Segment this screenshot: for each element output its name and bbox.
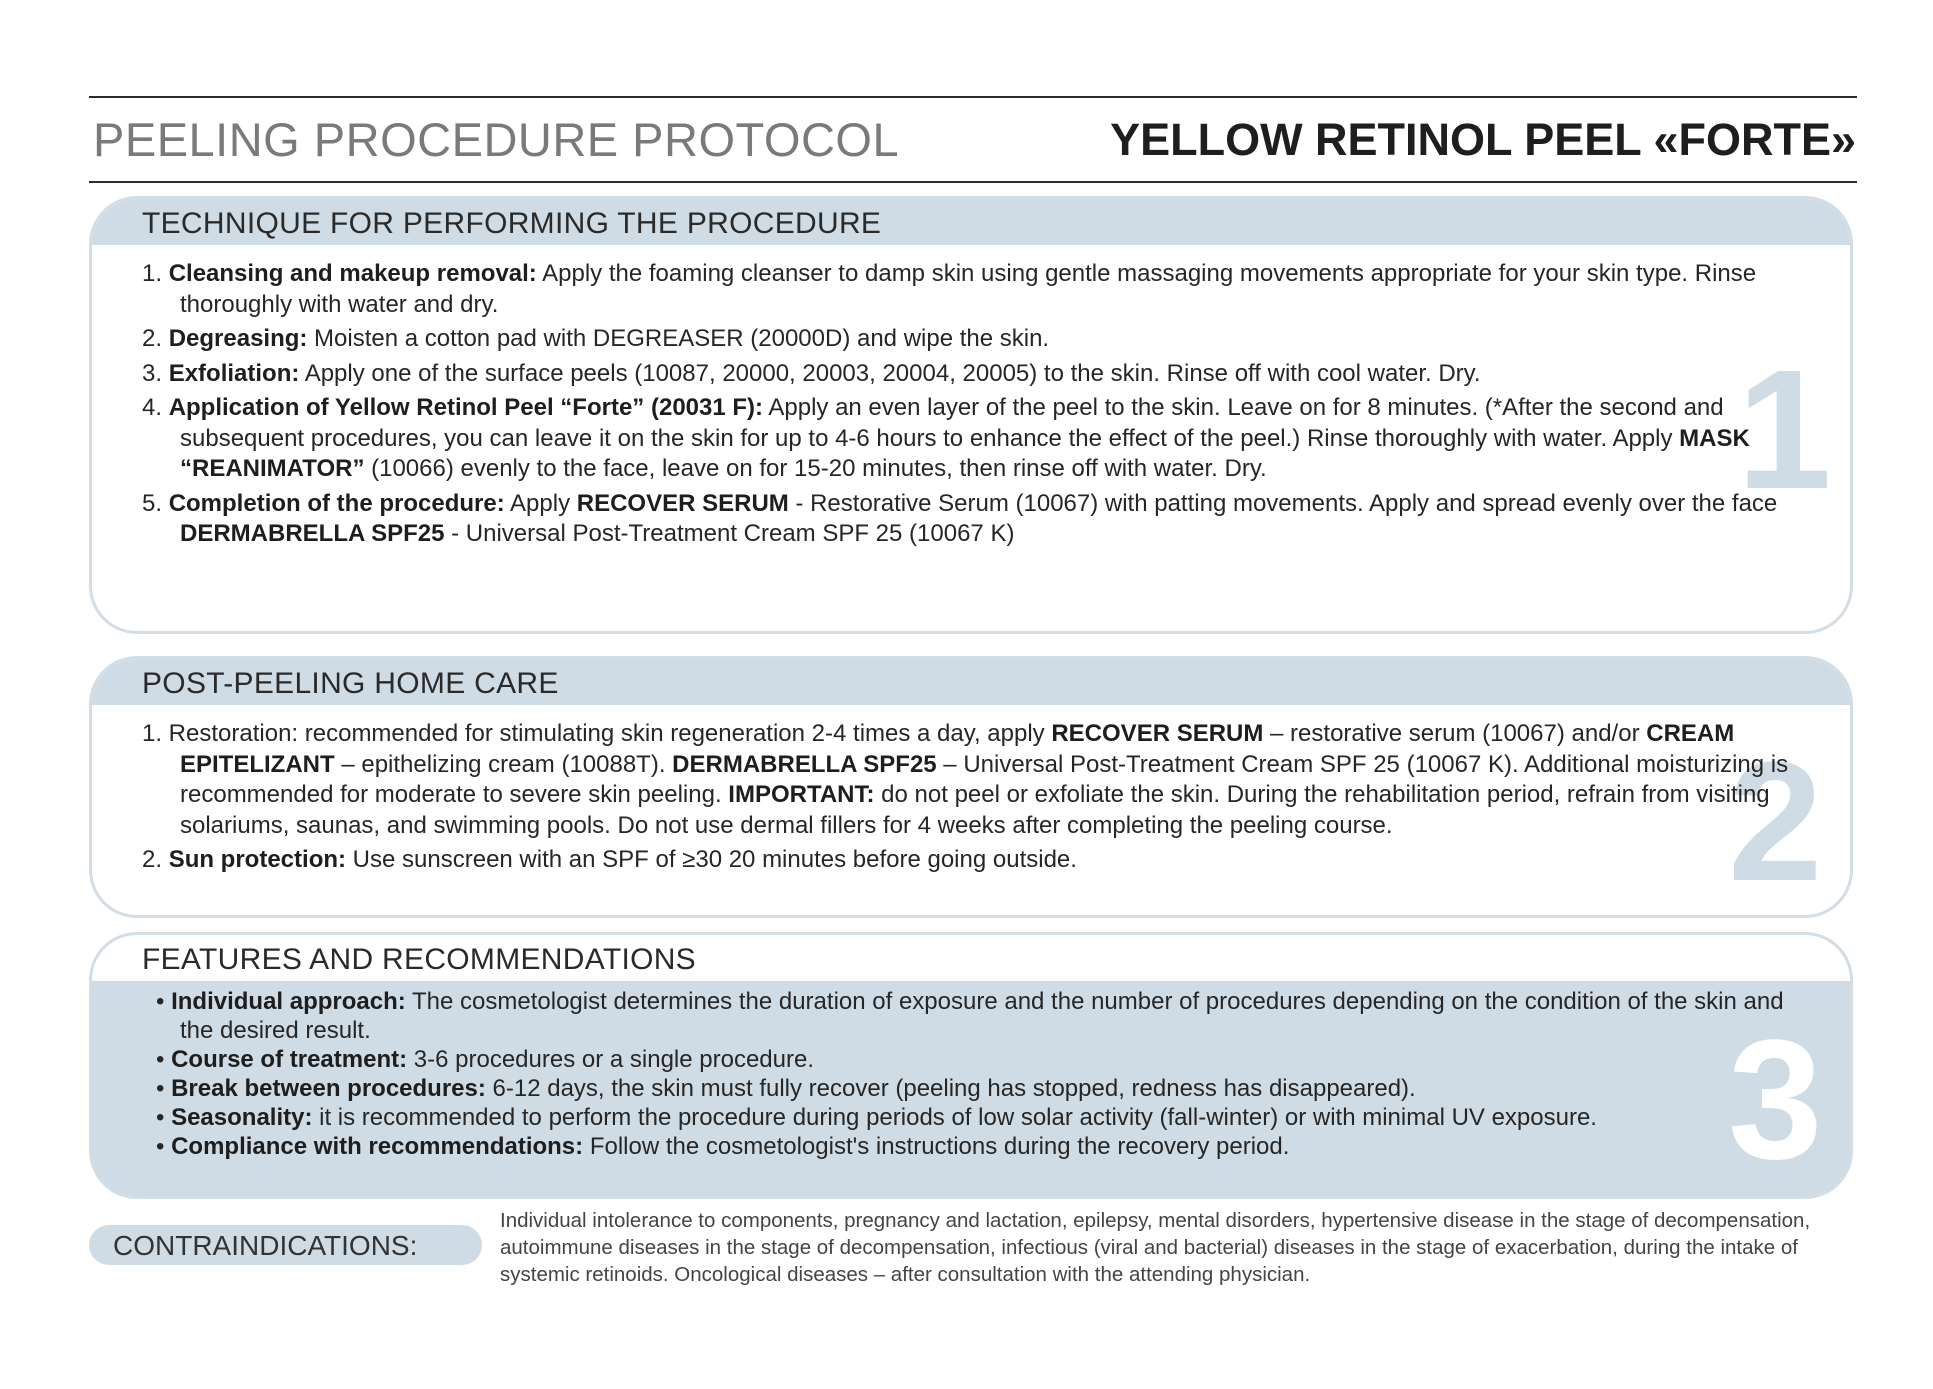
list-item (142, 1132, 1790, 1161)
item-text: 2. (142, 846, 169, 873)
item-text: Apply (504, 489, 577, 517)
item-text: Apply the foaming cleanser to damp skin using gentle massaging movements appropriate for your skin type. Rinse thoroughly with water and dry. (180, 260, 1757, 318)
bold-term: DERMABRELLA SPF25 (180, 520, 445, 547)
item-text: 4. (142, 394, 169, 421)
item-text: – restorative serum (10067) and/or (1263, 720, 1647, 747)
item-text: 3. (142, 359, 169, 387)
bold-term: IMPORTANT: (728, 781, 875, 808)
item-text: 6-12 days, the skin must fully recover (peeling has stopped, redness has disappeared). (485, 1075, 1416, 1102)
features-list (92, 981, 1850, 1161)
features-heading: FEATURES AND RECOMMENDATIONS (92, 935, 1850, 981)
bold-term: Degreasing: (168, 325, 308, 352)
section-number-1: 1 (1737, 335, 1832, 525)
item-text: (10066) evenly to the face, leave on for 15-20 minutes, then rinse off with water. Dry. (364, 455, 1267, 482)
item-text: • (156, 988, 172, 1015)
item-text: Moisten a cotton pad with DEGREASER (20000D) and wipe the skin. (307, 325, 1050, 352)
technique-panel (89, 196, 1853, 634)
contraindications-text: Individual intolerance to components, pregnancy and lactation, epilepsy, mental disorders, hypertensive disease in the stage of decompensation, autoimmune diseases in the stage of decompensation, infectious (viral and bacterial) diseases in the stage of exacerbation, during the intake of systemic retinoids. Oncological diseases – after consultation with the attending physician. (500, 1209, 1811, 1286)
bold-term: MASK “REANIMATOR” (180, 424, 1750, 482)
section-number-3: 3 (1728, 1005, 1823, 1195)
list-item (142, 1074, 1790, 1103)
list-item (142, 1103, 1790, 1132)
home-care-heading: POST-PEELING HOME CARE (92, 659, 1850, 705)
item-text: 5. (142, 489, 169, 517)
list-item (142, 719, 1790, 841)
item-text: - Universal Post-Treatment Cream SPF 25 (10067 K) (444, 520, 1015, 547)
product-title: YELLOW RETINOL PEEL «FORTE» (1110, 114, 1856, 165)
list-item (142, 1045, 1790, 1074)
list-item (142, 845, 1790, 876)
contraindications-label: CONTRAINDICATIONS: (89, 1225, 482, 1265)
bold-term: Individual approach: (171, 988, 406, 1015)
features-panel (89, 932, 1853, 1199)
bold-term: Exfoliation: (168, 359, 300, 387)
item-text: Apply an even layer of the peel to the skin. Leave on for 8 minutes. (*After the second and subsequent procedures, you can leave it on the skin for up to 4-6 hours to enhance the effect of the peel.) Rinse thoroughly with water. Apply (180, 394, 1724, 452)
item-text: Use sunscreen with an SPF of ≥30 20 minutes before going outside. (346, 846, 1077, 873)
section-number-2: 2 (1728, 727, 1823, 917)
technique-heading: TECHNIQUE FOR PERFORMING THE PROCEDURE (92, 199, 1850, 245)
list-item (142, 259, 1790, 320)
item-text: • (156, 1133, 172, 1160)
bold-term: Cleansing and makeup removal: (168, 260, 537, 287)
home-care-steps (92, 705, 1850, 876)
document-title: PEELING PROCEDURE PROTOCOL (93, 113, 900, 166)
bold-term: Application of Yellow Retinol Peel “Forte” (20031 F): (168, 394, 764, 421)
header-bottom-rule (89, 181, 1857, 183)
top-rule (89, 96, 1857, 98)
item-text: - Restorative Serum (10067) with patting movements. Apply and spread evenly over the face (788, 489, 1778, 517)
item-text: • (156, 1104, 172, 1131)
item-text: Follow the cosmetologist's instructions during the recovery period. (583, 1133, 1290, 1160)
bold-term: Break between procedures: (171, 1075, 486, 1102)
list-item (142, 324, 1790, 355)
item-text: 1. (142, 260, 169, 287)
item-text: it is recommended to perform the procedure during periods of low solar activity (fall-winter) or with minimal UV exposure. (312, 1104, 1597, 1131)
home-care-panel (89, 656, 1853, 918)
bold-term: Course of treatment: (171, 1046, 408, 1073)
item-text: – Universal Post-Treatment Cream SPF 25 (10067 K). Additional moisturizing is recommended for moderate to severe skin peeling. (180, 750, 1789, 808)
list-item (142, 987, 1790, 1045)
bold-term: CREAM EPITELIZANT (180, 720, 1735, 778)
bold-term: Completion of the procedure: (168, 489, 505, 517)
bold-term: RECOVER SERUM (576, 489, 789, 517)
item-text: 2. (142, 325, 169, 352)
bold-term: Compliance with recommendations: (171, 1133, 584, 1160)
list-item (142, 359, 1790, 390)
item-text: Apply one of the surface peels (10087, 20000, 20003, 20004, 20005) to the skin. Rinse off with cool water. Dry. (299, 359, 1481, 387)
item-text: – epithelizing cream (10088T). (334, 750, 673, 778)
list-item (142, 489, 1790, 550)
list-item (142, 393, 1790, 485)
technique-steps (92, 245, 1850, 550)
item-text: The cosmetologist determines the duration of exposure and the number of procedures depending on the condition of the skin and the desired result. (180, 988, 1784, 1044)
bold-term: RECOVER SERUM (1051, 720, 1264, 747)
item-text: 1. Restoration: recommended for stimulating skin regeneration 2-4 times a day, apply (142, 720, 1052, 747)
item-text: • (156, 1075, 172, 1102)
bold-term: Sun protection: (168, 846, 347, 873)
bold-term: Seasonality: (171, 1104, 313, 1131)
item-text: do not peel or exfoliate the skin. During the rehabilitation period, refrain from visiting solariums, saunas, and swimming pools. Do not use dermal fillers for 4 weeks after completing the peeling course. (180, 781, 1770, 839)
item-text: • (156, 1046, 172, 1073)
bold-term: DERMABRELLA SPF25 (672, 750, 937, 778)
item-text: 3-6 procedures or a single procedure. (407, 1046, 815, 1073)
